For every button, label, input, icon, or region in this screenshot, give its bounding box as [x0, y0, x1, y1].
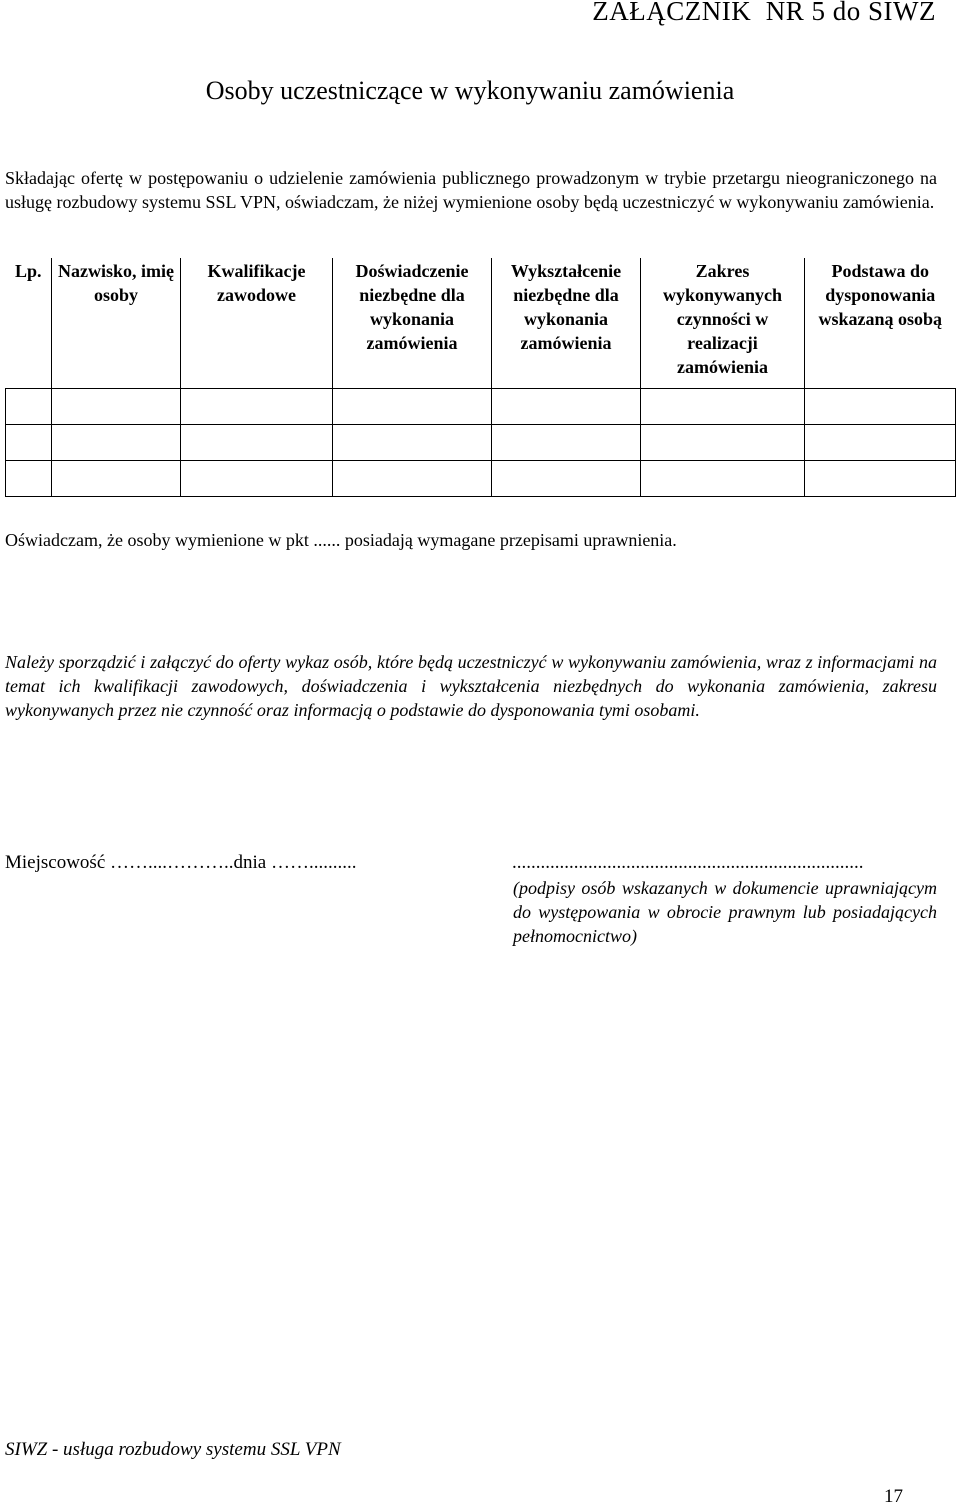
table-cell	[333, 460, 492, 496]
table-cell	[52, 424, 181, 460]
table-cell	[641, 388, 805, 424]
page-title: Osoby uczestniczące w wykonywaniu zamówienia	[205, 76, 735, 105]
page-number: 17	[884, 1486, 903, 1507]
table-cell	[492, 424, 641, 460]
column-header-experience: Doświadczenie niezbędne dla wykonania zamówienia	[333, 258, 492, 388]
column-header-basis: Podstawa do dysponowania wskazaną osobą	[818, 261, 943, 329]
table-row	[6, 460, 956, 496]
table-row	[6, 388, 956, 424]
table-cell	[641, 424, 805, 460]
instruction-note: Należy sporządzić i załączyć do oferty wykaz osób, które będą uczestniczyć w wykonywaniu zamówienia, wraz z informacjami na temat ich kwalifikacji zawodowych, doświadczenia i wykształcenia niezbędnych do wykonania zamówienia, zakresu wykonywanych przez nie czynność oraz informacją o podstawie do dysponowania tymi osobami.	[5, 652, 937, 720]
table-cell	[52, 388, 181, 424]
persons-table	[5, 258, 956, 497]
declaration-text: Oświadczam, że osoby wymienione w pkt ...... posiadają wymagane przepisami uprawnienia.	[5, 530, 677, 550]
table-row	[6, 424, 956, 460]
table-cell	[492, 388, 641, 424]
table-cell	[805, 460, 956, 496]
table-cell	[6, 460, 52, 496]
table-cell	[181, 388, 333, 424]
attachment-label: ZAŁĄCZNIK NR 5 do SIWZ	[592, 0, 936, 26]
table-cell	[52, 460, 181, 496]
column-header-scope: Zakres wykonywanych czynności w realizacji zamówienia	[641, 258, 805, 388]
table-cell	[181, 460, 333, 496]
table-cell	[805, 388, 956, 424]
column-header-education: Wykształcenie niezbędne dla wykonania zamówienia	[492, 258, 641, 388]
table-header-row	[6, 258, 956, 388]
table-cell	[492, 460, 641, 496]
column-header-lp: Lp.	[6, 258, 52, 388]
column-header-name: Nazwisko, imię osoby	[52, 258, 181, 388]
table-cell	[6, 388, 52, 424]
table-cell	[805, 424, 956, 460]
table-cell	[333, 424, 492, 460]
signature-line: ..........................................................................	[512, 852, 864, 873]
intro-paragraph: Składając ofertę w postępowaniu o udzielenie zamówienia publicznego prowadzonym w trybie przetargu nieograniczonego na usługę rozbudowy systemu SSL VPN, oświadczam, że niżej wymienione osoby będą uczestniczyć w wykonywaniu zamówienia.	[5, 168, 937, 212]
table-cell	[641, 460, 805, 496]
column-header-qualifications: Kwalifikacje zawodowe	[181, 258, 333, 388]
footer-document-name: SIWZ - usługa rozbudowy systemu SSL VPN	[5, 1439, 341, 1460]
signature-caption: (podpisy osób wskazanych w dokumencie uprawniającym do występowania w obrocie prawnym lub posiadających pełnomocnictwo)	[513, 878, 937, 946]
table-cell	[6, 424, 52, 460]
place-date-line: Miejscowość ……....………..dnia ……..........	[5, 852, 357, 873]
table-cell	[181, 424, 333, 460]
table-cell	[333, 388, 492, 424]
